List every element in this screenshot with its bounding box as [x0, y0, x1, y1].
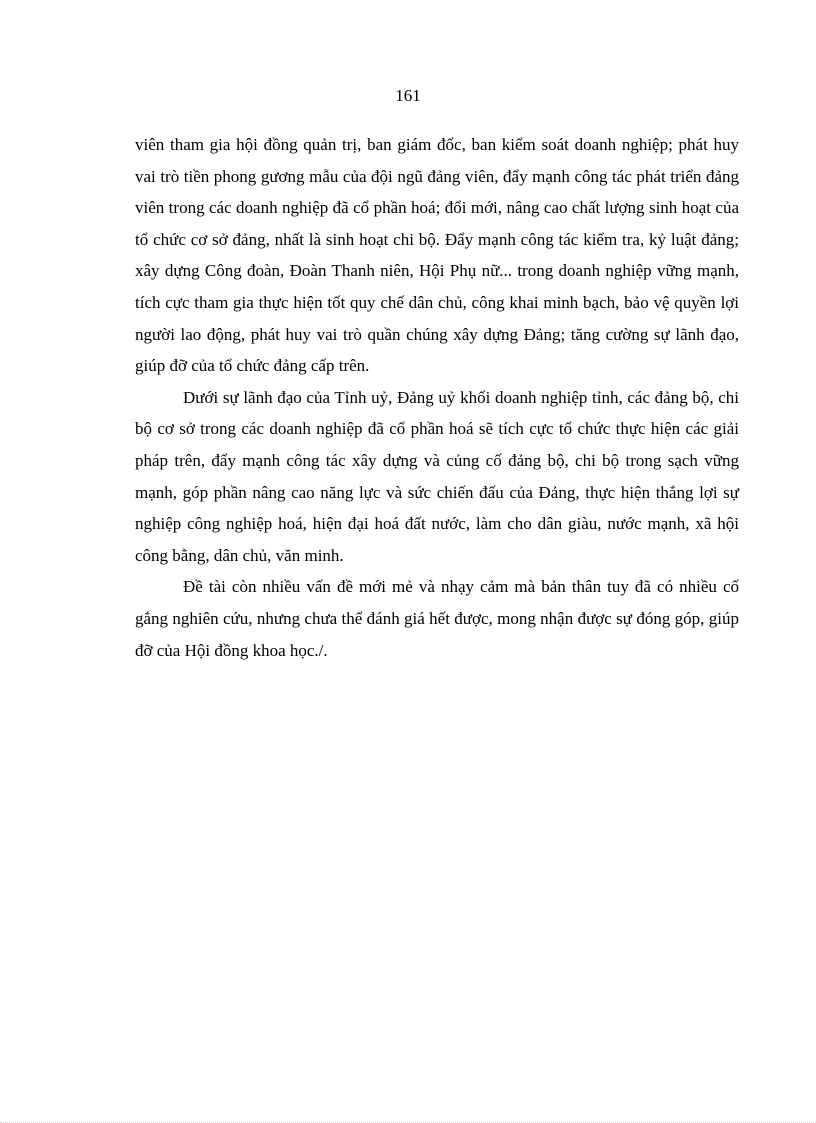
paragraph-leadership: Dưới sự lãnh đạo của Tỉnh uỷ, Đảng uỷ khối doanh nghiệp tỉnh, các đảng bộ, chi bộ cơ sở trong các doanh nghiệp đã cổ phần hoá sẽ tích cực tổ chức thực hiện các giải pháp trên, đẩy mạnh công tác xây dựng và củng cố đảng bộ, chi bộ trong sạch vững mạnh, góp phần nâng cao năng lực và sức chiến đấu của Đảng, thực hiện thắng lợi sự nghiệp công nghiệp hoá, hiện đại hoá đất nước, làm cho dân giàu, nước mạnh, xã hội công bằng, dân chủ, văn minh. — [135, 387, 739, 565]
body-text — [135, 129, 739, 666]
paragraph-continuation: viên tham gia hội đồng quản trị, ban giám đốc, ban kiểm soát doanh nghiệp; phát huy vai trò tiền phong gương mẫu của đội ngũ đảng viên, đẩy mạnh công tác phát triển đảng viên trong các doanh nghiệp đã cổ phần hoá; đổi mới, nâng cao chất lượng sinh hoạt của tổ chức cơ sở đảng, nhất là sinh hoạt chi bộ. Đẩy mạnh công tác kiểm tra, kỷ luật đảng; xây dựng Công đoàn, Đoàn Thanh niên, Hội Phụ nữ... trong doanh nghiệp vững mạnh, tích cực tham gia thực hiện tốt quy chế dân chủ, công khai minh bạch, bảo vệ quyền lợi người lao động, phát huy vai trò quần chúng xây dựng Đảng; tăng cường sự lãnh đạo, giúp đỡ của tổ chức đảng cấp trên. — [135, 135, 739, 376]
page-number: 161 — [395, 86, 421, 105]
paragraph-closing: Đề tài còn nhiều vấn đề mới mẻ và nhạy cảm mà bản thân tuy đã có nhiều cố gắng nghiên cứu, nhưng chưa thể đánh giá hết được, mong nhận được sự đóng góp, giúp đỡ của Hội đồng khoa học./. — [135, 577, 739, 660]
